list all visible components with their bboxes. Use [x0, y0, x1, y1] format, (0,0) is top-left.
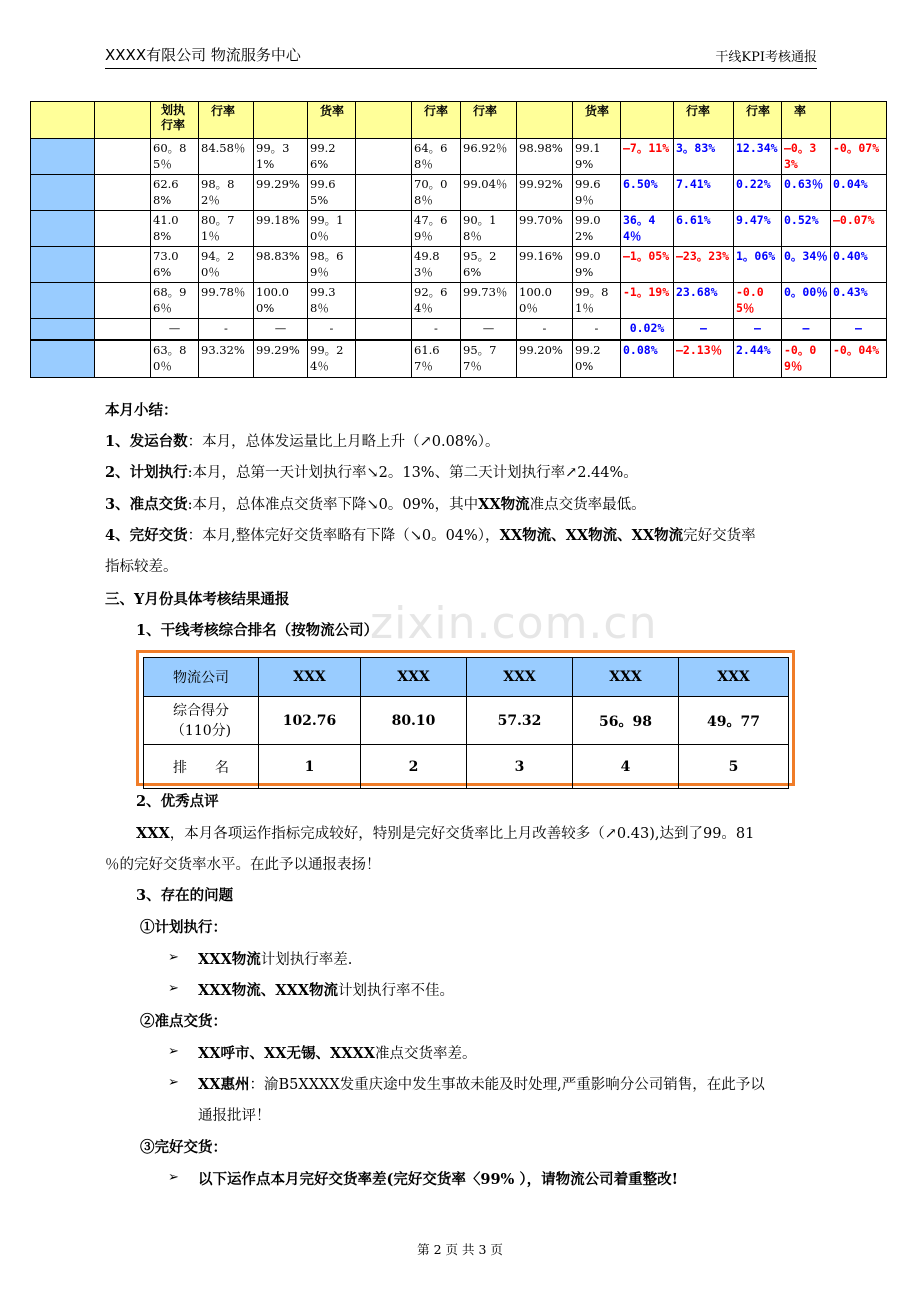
kpi-cell: 68。96％ [151, 283, 199, 319]
ranking-company: XXX [467, 658, 573, 697]
kpi-row-label-cell [31, 211, 95, 247]
ranking-score-label-1: 综合得分 [173, 702, 229, 719]
ranking-rank: 5 [679, 745, 789, 789]
summary-line-2 [105, 461, 638, 482]
kpi-row [31, 139, 887, 175]
kpi-cell: — [254, 319, 308, 341]
problem-2-item-1 [198, 1042, 477, 1063]
ranking-score-label [144, 697, 259, 745]
summary-4-body-a: ：本月,整体完好交货率略有下降（↘0。04%）， [187, 528, 500, 544]
kpi-cell: 99.69％ [573, 175, 621, 211]
ranking-header-row [144, 658, 789, 697]
kpi-cell: 0.22% [734, 175, 782, 211]
praise-company: XXX [136, 825, 170, 842]
kpi-row [31, 247, 887, 283]
kpi-cell: 64。68％ [412, 139, 461, 175]
summary-line-3 [105, 493, 646, 514]
page-header [105, 44, 817, 69]
ranking-rank-label: 排 名 [144, 745, 259, 789]
bullet-arrow-icon: ➢ [168, 950, 179, 965]
kpi-cell: -0。04% [831, 340, 887, 378]
ranking-rank: 1 [259, 745, 361, 789]
problem-2-item-2-text: ：渝B5XXXX发重庆途中发生事故未能及时处理,严重影响分公司销售，在此予以 [249, 1077, 765, 1093]
ranking-score-label-2: （110分) [170, 722, 232, 739]
ranking-rank: 3 [467, 745, 573, 789]
kpi-cell [356, 211, 412, 247]
problem-1-item-1-text: 计划执行率差. [260, 952, 353, 968]
kpi-cell: 62.68% [151, 175, 199, 211]
kpi-cell: 99.02% [573, 211, 621, 247]
problem-1-title: ①计划执行： [140, 919, 227, 936]
problem-3-title: ③完好交货： [140, 1139, 227, 1156]
kpi-header-cell [517, 102, 573, 139]
ranking-company: XXX [361, 658, 467, 697]
problem-1-item-2 [198, 979, 454, 1000]
kpi-cell: 99。10％ [308, 211, 356, 247]
kpi-cell: 0.43% [831, 283, 887, 319]
ranking-table [143, 657, 789, 789]
kpi-cell [356, 319, 412, 341]
kpi-cell: — [674, 319, 734, 341]
kpi-cell [356, 139, 412, 175]
kpi-cell: 70。08％ [412, 175, 461, 211]
problems-subtitle: 3、存在的问题 [136, 887, 234, 904]
summary-4-body-b: 完好交货率 [683, 528, 756, 544]
kpi-cell: 1。06% [734, 247, 782, 283]
kpi-cell: 63。80％ [151, 340, 199, 378]
ranking-subtitle: 1、干线考核综合排名（按物流公司） [136, 622, 379, 639]
kpi-cell: 98.83% [254, 247, 308, 283]
kpi-header-cell: 行率 [734, 102, 782, 139]
kpi-cell: 95。26% [461, 247, 517, 283]
kpi-blank-cell [95, 247, 151, 283]
kpi-cell: 6.50% [621, 175, 674, 211]
kpi-cell: 99.70% [517, 211, 573, 247]
problem-2-item-2-cont: 通报批评！ [198, 1108, 271, 1124]
kpi-cell: 94。20％ [199, 247, 254, 283]
problem-2-item-2 [198, 1073, 765, 1094]
kpi-cell: -0。07% [831, 139, 887, 175]
kpi-cell: 100.00％ [517, 283, 573, 319]
kpi-blank-cell [95, 139, 151, 175]
kpi-header-cell: 货率 [573, 102, 621, 139]
kpi-header-cell: 率 [782, 102, 831, 139]
kpi-cell: - [573, 319, 621, 341]
summary-line-1 [105, 430, 500, 451]
kpi-cell: 49.83％ [412, 247, 461, 283]
kpi-cell: - [308, 319, 356, 341]
summary-1-body: ：本月，总体发运量比上月略上升（↗0.08%）。 [187, 434, 500, 450]
kpi-cell: -1。19% [621, 283, 674, 319]
kpi-cell: - [517, 319, 573, 341]
kpi-cell: -0.05％ [734, 283, 782, 319]
kpi-cell: —7。11% [621, 139, 674, 175]
kpi-cell: — [461, 319, 517, 341]
ranking-score: 57.32 [467, 697, 573, 745]
kpi-header-cell [831, 102, 887, 139]
kpi-cell: 98。69％ [308, 247, 356, 283]
ranking-score: 102.76 [259, 697, 361, 745]
header-company: XXXX有限公司 物流服务中心 [105, 46, 301, 64]
kpi-cell: 0.40% [831, 247, 887, 283]
kpi-cell: 7.41% [674, 175, 734, 211]
kpi-header-cell [621, 102, 674, 139]
watermark: zixin.com.cn [370, 598, 658, 649]
summary-3-head: 3、准点交货 [105, 496, 188, 513]
kpi-cell: 84.58％ [199, 139, 254, 175]
kpi-header-cell [95, 102, 151, 139]
kpi-cell: 9.47% [734, 211, 782, 247]
kpi-header-cell: 划执行率 [151, 102, 199, 139]
kpi-cell: - [412, 319, 461, 341]
ranking-table-frame [136, 650, 795, 786]
kpi-cell: 0.63％ [782, 175, 831, 211]
bullet-arrow-icon: ➢ [168, 1075, 179, 1090]
bullet-arrow-icon: ➢ [168, 1044, 179, 1059]
kpi-row-label-cell [31, 247, 95, 283]
kpi-cell: 99.16% [517, 247, 573, 283]
ranking-rank-row [144, 745, 789, 789]
kpi-cell: 99.26% [308, 139, 356, 175]
problem-1-item-2-bold: XXX物流、XXX物流 [198, 982, 339, 999]
kpi-row [31, 283, 887, 319]
kpi-blank-cell [95, 211, 151, 247]
kpi-row [31, 319, 887, 341]
kpi-cell: —1。05% [621, 247, 674, 283]
ranking-rank: 4 [573, 745, 679, 789]
kpi-row-label-cell [31, 340, 95, 378]
summary-3-body-a: :本月，总体准点交货率下降↘0。09%，其中 [187, 497, 479, 513]
kpi-cell [356, 283, 412, 319]
kpi-cell: 12.34% [734, 139, 782, 175]
kpi-cell: — [734, 319, 782, 341]
kpi-cell: 0.08% [621, 340, 674, 378]
kpi-cell: 99.29% [254, 340, 308, 378]
kpi-cell: 0.52% [782, 211, 831, 247]
kpi-cell [356, 340, 412, 378]
ranking-company: XXX [259, 658, 361, 697]
kpi-cell: 2.44% [734, 340, 782, 378]
kpi-header-cell [254, 102, 308, 139]
kpi-cell: 80。71％ [199, 211, 254, 247]
kpi-header-cell: 行率 [674, 102, 734, 139]
kpi-cell: - [199, 319, 254, 341]
kpi-blank-cell [95, 283, 151, 319]
kpi-cell: —0。33% [782, 139, 831, 175]
summary-line-4 [105, 524, 756, 545]
bullet-arrow-icon: ➢ [168, 1170, 179, 1185]
kpi-cell: 0。00％ [782, 283, 831, 319]
kpi-body [31, 139, 887, 378]
kpi-cell: 99.09% [573, 247, 621, 283]
kpi-cell: 0.02% [621, 319, 674, 341]
kpi-row-label-cell [31, 283, 95, 319]
kpi-cell: 99.18% [254, 211, 308, 247]
kpi-header-cell: 行率 [461, 102, 517, 139]
kpi-cell: — [831, 319, 887, 341]
kpi-cell: 100.00% [254, 283, 308, 319]
kpi-blank-cell [95, 340, 151, 378]
kpi-cell: 60。85％ [151, 139, 199, 175]
ranking-score: 56。98 [573, 697, 679, 745]
kpi-cell: 6.61% [674, 211, 734, 247]
kpi-row-label-cell [31, 175, 95, 211]
section3-title: 三、Y月份具体考核结果通报 [105, 591, 290, 608]
summary-line-4-cont: 指标较差。 [105, 559, 178, 575]
kpi-header-row [31, 102, 887, 139]
kpi-cell: 41.08% [151, 211, 199, 247]
ranking-score: 49。77 [679, 697, 789, 745]
praise-text-a: ，本月各项运作指标完成较好，特别是完好交货率比上月改善较多（↗0.43),达到了99。81 [169, 826, 755, 842]
problem-2-item-1-bold: XX呼市、XX无锡、XXXX [198, 1045, 376, 1062]
summary-4-bold: XX物流、XX物流、XX物流 [499, 527, 684, 544]
praise-subtitle: 2、优秀点评 [136, 793, 219, 810]
problem-1-item-1 [198, 948, 352, 969]
kpi-header-cell: 行率 [412, 102, 461, 139]
kpi-cell: 99.19% [573, 139, 621, 175]
kpi-cell: 0.04% [831, 175, 887, 211]
kpi-cell: 99.20% [517, 340, 573, 378]
summary-3-bold: XX物流 [478, 496, 530, 513]
kpi-cell: -0。09％ [782, 340, 831, 378]
summary-2-head: 2、计划执行 [105, 464, 188, 481]
kpi-cell: — [151, 319, 199, 341]
ranking-score: 80.10 [361, 697, 467, 745]
bullet-arrow-icon: ➢ [168, 981, 179, 996]
kpi-header-cell [31, 102, 95, 139]
kpi-cell: —2.13％ [674, 340, 734, 378]
problem-2-item-1-text: 准点交货率差。 [375, 1046, 477, 1062]
kpi-cell: —0.07% [831, 211, 887, 247]
kpi-cell: 23.68% [674, 283, 734, 319]
kpi-cell: 61.67％ [412, 340, 461, 378]
kpi-header-cell [356, 102, 412, 139]
ranking-company: XXX [573, 658, 679, 697]
kpi-cell: 99。24％ [308, 340, 356, 378]
praise-line-2: ％的完好交货率水平。在此予以通报表扬！ [105, 857, 381, 873]
ranking-rank: 2 [361, 745, 467, 789]
kpi-cell: 95。77％ [461, 340, 517, 378]
ranking-header-label: 物流公司 [144, 658, 259, 697]
kpi-cell [356, 175, 412, 211]
kpi-blank-cell [95, 175, 151, 211]
kpi-cell: 99.65% [308, 175, 356, 211]
praise-line-1 [136, 822, 754, 843]
summary-title: 本月小结： [105, 402, 178, 419]
header-title: 干线KPI考核通报 [715, 50, 817, 65]
kpi-cell: 96.92％ [461, 139, 517, 175]
summary-3-body-b: 准点交货率最低。 [529, 497, 646, 513]
kpi-cell: 92。64％ [412, 283, 461, 319]
kpi-cell: 99.38％ [308, 283, 356, 319]
kpi-cell: 99.78％ [199, 283, 254, 319]
summary-1-head: 1、发运台数 [105, 433, 188, 450]
kpi-cell: 98.98% [517, 139, 573, 175]
problem-2-item-2-bold: XX惠州 [198, 1076, 250, 1093]
problem-2-title: ②准点交货： [140, 1013, 227, 1030]
kpi-row [31, 211, 887, 247]
summary-4-head: 4、完好交货 [105, 527, 188, 544]
problem-1-item-2-text: 计划执行率不佳。 [338, 983, 455, 999]
kpi-cell: 99.92% [517, 175, 573, 211]
kpi-cell: 99。31% [254, 139, 308, 175]
kpi-cell: 47。69％ [412, 211, 461, 247]
kpi-cell: 99.73％ [461, 283, 517, 319]
kpi-table [30, 101, 887, 378]
kpi-cell: 99。81％ [573, 283, 621, 319]
kpi-cell: 99.29% [254, 175, 308, 211]
kpi-row [31, 175, 887, 211]
kpi-row-label-cell [31, 139, 95, 175]
kpi-cell: 36。44％ [621, 211, 674, 247]
problem-1-item-1-bold: XXX物流 [198, 951, 261, 968]
ranking-score-row [144, 697, 789, 745]
kpi-cell: 3。83% [674, 139, 734, 175]
summary-2-body: :本月，总第一天计划执行率↘2。13%、第二天计划执行率↗2.44%。 [187, 465, 638, 481]
kpi-cell: — [782, 319, 831, 341]
kpi-cell: 73.06% [151, 247, 199, 283]
ranking-company: XXX [679, 658, 789, 697]
kpi-cell: —23。23% [674, 247, 734, 283]
problem-3-item-1: 以下运作点本月完好交货率差(完好交货率〈99% ），请物流公司着重整改! [198, 1171, 678, 1188]
kpi-cell [356, 247, 412, 283]
kpi-row-label-cell [31, 319, 95, 341]
kpi-cell: 90。18％ [461, 211, 517, 247]
kpi-cell: 99.20% [573, 340, 621, 378]
kpi-cell: 98。82％ [199, 175, 254, 211]
kpi-blank-cell [95, 319, 151, 341]
kpi-row [31, 340, 887, 378]
kpi-header-cell: 货率 [308, 102, 356, 139]
kpi-header-cell: 行率 [199, 102, 254, 139]
kpi-cell: 99.04％ [461, 175, 517, 211]
kpi-cell: 0。34％ [782, 247, 831, 283]
kpi-cell: 93.32% [199, 340, 254, 378]
page-footer: 第 2 页 共 3 页 [417, 1242, 503, 1257]
